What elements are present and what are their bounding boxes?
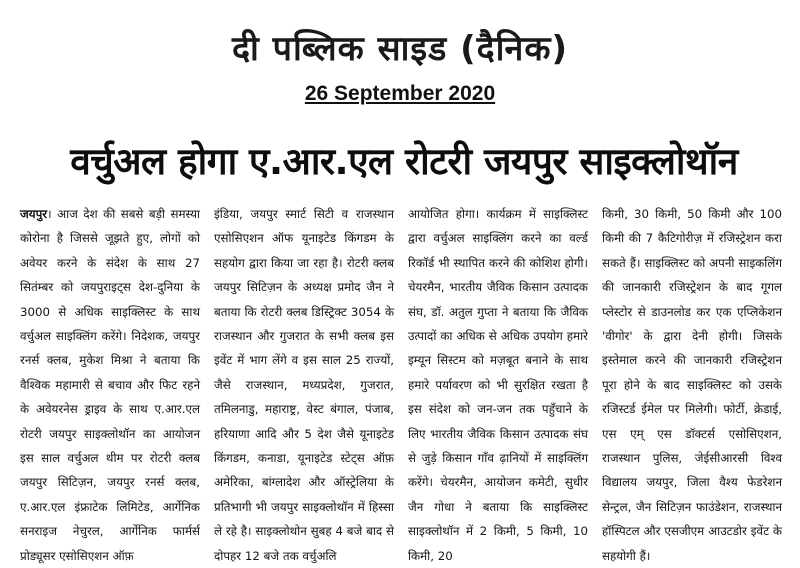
article-column-1 (20, 202, 200, 563)
article-dateline: जयपुर (20, 207, 48, 221)
article-column-4: किमी, 30 किमी, 50 किमी और 100 किमी की 7 कैटिगोरीज़ में रजिस्ट्रेशन करा सकते हैं। साइक्लिस्ट को अपनी साइकलिंग की जानकारी रजिस्ट्रेशन के बाद गूगल प्लेस्टोर से डाउनलोड कर एक एप्लिकेशन 'वीगोर' के द्वारा देनी होगी। जिसके इस्तेमाल करने की जानकारी रजिस्ट्रेशन पूरा होने के बाद साइक्लिस्ट को उसके रजिस्टर्ड ईमेल पर मिलेगी। फोर्टी, क्रेडाई, एस एम् एस डॉक्टर्स एसोसिएशन, राजस्थान पुलिस, जेईसीआरसी विश्व विद्यालय जयपुर, जिला वैश्य फेडरेशन सेन्ट्रल, जैन सिटिज़न फाउंडेशन, राजस्थान हॉस्पिटल और एसजीएम आउटडोर इवेंट के सहयोगी हैं। (602, 207, 782, 563)
article-body (20, 202, 782, 563)
publication-date: 26 September 2020 (304, 82, 496, 105)
article-headline: वर्चुअल होगा ए.आर.एल रोटरी जयपुर साइक्लोथॉन (70, 140, 738, 183)
article-column-1-text: । आज देश की सबसे बड़ी समस्या कोरोना है जिससे जूझते हुए, लोगों को अवेयर करने के संदेश के साथ 27 सितंम्बर को जयपुराइट्स देश-दुनिया के 3000 से अधिक साइक्लिस्ट के साथ वर्चुअल साइक्लिंग करेंगे। निदेशक, जयपुर रनर्स क्लब, मुकेश मिश्रा ने बताया कि वैश्विक महामारी से बचाव और फिट रहने के अवेयरनेस ड्राइव के साथ ए.आर.एल रोटरी जयपुर साइक्लोथॉन का आयोजन इस साल वर्चुअल थीम पर रोटरी क्लब जयपुर सिटिज़न, जयपुर रनर्स क्लब, ए.आर.एल इंफ्राटेक लिमिटेड, आर्गेनिक सनराइज नेचुरल, आर्गेनिक फार्मर्स प्रोड्यूसर एसोसिएशन ऑफ़ (20, 207, 200, 563)
article-column-3: आयोजित होगा। कार्यक्रम में साइक्लिस्ट द्वारा वर्चुअल साइक्लिंग करने का वर्ल्ड रिकॉर्ड भी स्थापित करने की कोशिश होगी। चेयरमैन, भारतीय जैविक किसान उत्पादक संघ, डॉ. अतुल गुप्ता ने बताया कि जैविक उत्पादों का अधिक से अधिक उपयोग हमारे इम्यून सिस्टम को मज़बूत बनाने के साथ हमारे पर्यावरण को भी सुरक्षित रखता है इस संदेश को जन-जन तक पहुँचाने के लिए भारतीय जैविक किसान उत्पादक संघ से जुड़े किसान गाँव ढ़ानियों में साइक्लिंग करेंगे। चेयरमैन, आयोजन कमेटी, सुधीर जैन गोधा ने बताया कि साइक्लिस्ट साइक्लोथॉन में 2 किमी, 5 किमी, 10 किमी, 20 (408, 207, 588, 563)
newspaper-masthead: दी पब्लिक साइड (दैनिक) (231, 29, 569, 69)
article-column-2: इंडिया, जयपुर स्मार्ट सिटी व राजस्थान एसोसिएशन ऑफ यूनाइटेड किंगडम के सहयोग द्वारा किया जा रहा है। रोटरी क्लब जयपुर सिटिज़न के अध्यक्ष प्रमोद जैन ने बताया कि रोटरी क्लब डिस्ट्रिक्ट 3054 के राजस्थान और गुजरात के सभी क्लब इस इवेंट में भाग लेंगे व इस साल 25 राज्यों, जैसे राजस्थान, मध्यप्रदेश, गुजरात, तमिलनाडु, महाराष्ट्र, वेस्ट बंगाल, पंजाब, हरियाणा आदि और 5 देश जैसे यूनाइटेड किंगडम, कनाडा, यूनाइटेड स्टेट्स ऑफ़ अमेरिका, बांग्लादेश और ऑस्ट्रेलिया के प्रतिभागी भी जयपुर साइक्लोथॉन में हिस्सा ले रहे है। साइक्लोथोन सुबह 4 बजे बाद से दोपहर 12 बजे तक वर्चुअलि (214, 207, 394, 563)
